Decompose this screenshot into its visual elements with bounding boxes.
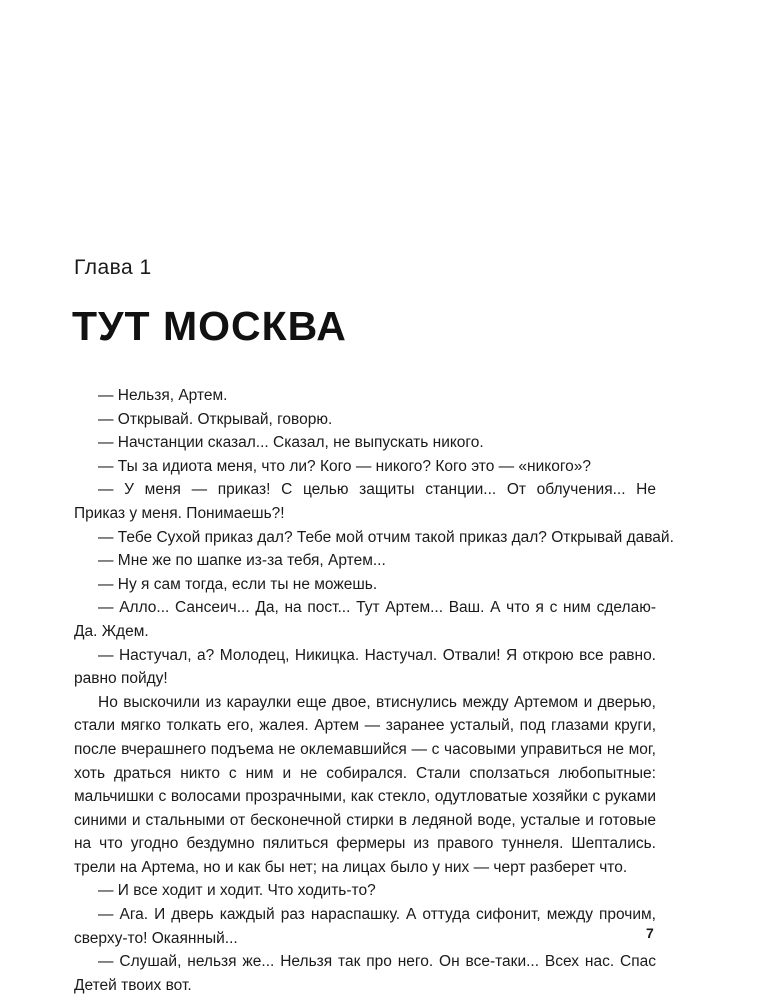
text-line: стали мягко толкать его, жалея. Артем — заранее усталый, под глазами круги, bbox=[74, 717, 656, 735]
text-line: — Начстанции сказал... Сказал, не выпускать никого. bbox=[98, 434, 484, 452]
text-line: — Ты за идиота меня, что ли? Кого — никого? Кого это — «никого»? bbox=[98, 457, 592, 475]
page-number: 7 bbox=[646, 925, 654, 941]
chapter-title: ТУТ МОСКВА bbox=[72, 303, 347, 349]
chapter-body-text bbox=[74, 384, 674, 997]
text-line: — Нельзя, Артем. bbox=[98, 387, 228, 404]
text-line: — Ага. И дверь каждый раз нараспашку. А оттуда сифонит, между прочим, bbox=[98, 906, 656, 924]
text-line: Детей твоих вот. bbox=[74, 976, 192, 994]
text-line: — Тебе Сухой приказ дал? Тебе мой отчим такой приказ дал? Открывай давай. bbox=[98, 528, 674, 546]
text-line: после вчерашнего подъема не оклемавшийся — с часовыми управиться не мог, bbox=[74, 740, 656, 758]
text-line: — Открывай. Открывай, говорю. bbox=[98, 410, 333, 428]
text-line: — Алло... Сансеич... Да, на пост... Тут Артем... Ваш. А что я с ним сделаю- bbox=[98, 599, 656, 617]
text-line: трели на Артема, но и как бы нет; на лицах было у них — черт разберет что. bbox=[74, 858, 628, 876]
text-line: на что угодно бездумно пялиться фермеры из правого туннеля. Шептались. bbox=[74, 835, 656, 853]
text-line: хоть драться никто с ним и не собирался. Стали сползаться любопытные: bbox=[74, 764, 656, 782]
text-line: Приказ у меня. Понимаешь?! bbox=[74, 504, 285, 522]
text-line: — Настучал, а? Молодец, Никицка. Настучал. Отвали! Я открою все равно. bbox=[98, 646, 656, 664]
text-line: — У меня — приказ! С целью защиты станции... От облучения... Не bbox=[98, 481, 656, 499]
chapter-label: Глава 1 bbox=[74, 256, 152, 279]
text-line: — И все ходит и ходит. Что ходить-то? bbox=[98, 882, 376, 900]
text-line: — Ну я сам тогда, если ты не можешь. bbox=[98, 575, 378, 593]
text-line: — Мне же по шапке из-за тебя, Артем... bbox=[98, 552, 386, 570]
text-line: Да. Ждем. bbox=[74, 622, 149, 640]
text-line: сверху-то! Окаянный... bbox=[74, 929, 238, 947]
text-line: мальчишки с волосами прозрачными, как стекло, одутловатые хозяйки с руками bbox=[74, 788, 656, 806]
text-line: — Слушай, нельзя же... Нельзя так про него. Он все-таки... Всех нас. Спас bbox=[98, 953, 656, 971]
text-line: синими и стальными от бесконечной стирки в ледяной воде, усталые и готовые bbox=[74, 811, 656, 829]
text-line: Но выскочили из караулки еще двое, втиснулись между Артемом и дверью, bbox=[98, 693, 656, 711]
text-line: равно пойду! bbox=[74, 670, 168, 688]
